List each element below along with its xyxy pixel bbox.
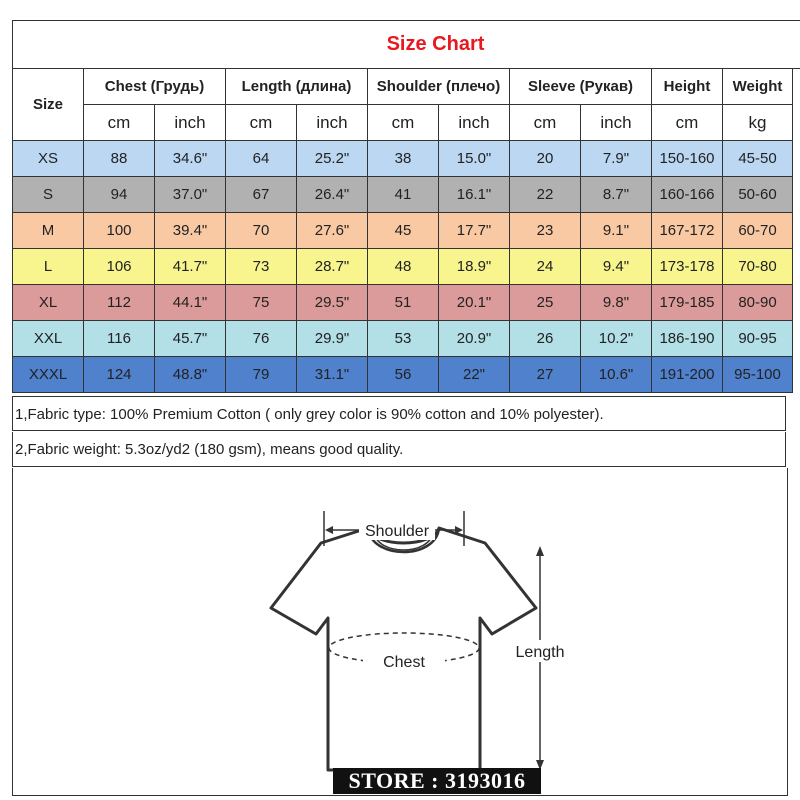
cell-shoulder-in: 20.9": [439, 321, 510, 357]
cell-chest-in: 37.0": [155, 177, 226, 213]
cell-weight: 70-80: [723, 249, 793, 285]
cell-chest-cm: 112: [84, 285, 155, 321]
cell-height: 150-160: [652, 141, 723, 177]
cell-shoulder-cm: 48: [368, 249, 439, 285]
cell-shoulder-cm: 53: [368, 321, 439, 357]
cell-chest-in: 41.7": [155, 249, 226, 285]
unit-shoulder-cm: cm: [368, 105, 439, 141]
cell-shoulder-cm: 56: [368, 357, 439, 393]
tshirt-diagram: [13, 468, 789, 796]
cell-size: XXXL: [13, 357, 84, 393]
cell-chest-in: 48.8": [155, 357, 226, 393]
cell-weight: 50-60: [723, 177, 793, 213]
unit-length-inch: inch: [297, 105, 368, 141]
cell-sleeve-cm: 22: [510, 177, 581, 213]
cell-sleeve-in: 9.1": [581, 213, 652, 249]
cell-shoulder-in: 18.9": [439, 249, 510, 285]
size-chart-table: [12, 20, 800, 393]
cell-sleeve-in: 9.8": [581, 285, 652, 321]
cell-sleeve-in: 8.7": [581, 177, 652, 213]
cell-weight: 90-95: [723, 321, 793, 357]
cell-sleeve-cm: 26: [510, 321, 581, 357]
cell-chest-cm: 100: [84, 213, 155, 249]
cell-length-in: 25.2": [297, 141, 368, 177]
table-row: [13, 141, 800, 177]
cell-shoulder-cm: 45: [368, 213, 439, 249]
unit-height-cm: cm: [652, 105, 723, 141]
cell-chest-in: 44.1": [155, 285, 226, 321]
cell-shoulder-cm: 38: [368, 141, 439, 177]
unit-row: [13, 105, 800, 141]
chart-title: Size Chart: [13, 21, 800, 69]
table-row: [13, 321, 800, 357]
cell-height: 160-166: [652, 177, 723, 213]
chest-label: Chest: [383, 654, 425, 671]
store-banner: STORE : 3193016: [333, 768, 541, 794]
cell-chest-in: 34.6": [155, 141, 226, 177]
cell-sleeve-cm: 27: [510, 357, 581, 393]
cell-height: 167-172: [652, 213, 723, 249]
cell-length-in: 26.4": [297, 177, 368, 213]
cell-sleeve-in: 9.4": [581, 249, 652, 285]
unit-chest-cm: cm: [84, 105, 155, 141]
cell-sleeve-cm: 20: [510, 141, 581, 177]
shoulder-arrow-right: [455, 526, 463, 534]
table-row: [13, 249, 800, 285]
cell-shoulder-in: 15.0": [439, 141, 510, 177]
cell-height: 173-178: [652, 249, 723, 285]
measurement-diagram: [12, 468, 788, 796]
fabric-type-note: 1,Fabric type: 100% Premium Cotton ( only grey color is 90% cotton and 10% polyester).: [12, 396, 786, 431]
height-header: Height: [652, 69, 723, 105]
cell-sleeve-in: 7.9": [581, 141, 652, 177]
table-row: [13, 357, 800, 393]
cell-length-cm: 76: [226, 321, 297, 357]
cell-length-cm: 73: [226, 249, 297, 285]
cell-size: M: [13, 213, 84, 249]
cell-length-in: 28.7": [297, 249, 368, 285]
cell-length-cm: 75: [226, 285, 297, 321]
cell-length-in: 27.6": [297, 213, 368, 249]
unit-chest-inch: inch: [155, 105, 226, 141]
cell-chest-cm: 106: [84, 249, 155, 285]
cell-shoulder-in: 17.7": [439, 213, 510, 249]
cell-chest-cm: 116: [84, 321, 155, 357]
shoulder-header: Shoulder (плечо): [368, 69, 510, 105]
cell-shoulder-in: 16.1": [439, 177, 510, 213]
weight-header: Weight: [723, 69, 793, 105]
fabric-weight-note: 2,Fabric weight: 5.3oz/yd2 (180 gsm), means good quality.: [12, 432, 786, 467]
cell-chest-cm: 124: [84, 357, 155, 393]
unit-sleeve-cm: cm: [510, 105, 581, 141]
table-row: [13, 213, 800, 249]
unit-shoulder-inch: inch: [439, 105, 510, 141]
cell-shoulder-in: 22": [439, 357, 510, 393]
unit-sleeve-inch: inch: [581, 105, 652, 141]
cell-height: 191-200: [652, 357, 723, 393]
cell-weight: 45-50: [723, 141, 793, 177]
cell-size: L: [13, 249, 84, 285]
cell-height: 179-185: [652, 285, 723, 321]
sleeve-header: Sleeve (Рукав): [510, 69, 652, 105]
cell-length-cm: 79: [226, 357, 297, 393]
cell-chest-cm: 94: [84, 177, 155, 213]
cell-shoulder-in: 20.1": [439, 285, 510, 321]
chest-header: Chest (Грудь): [84, 69, 226, 105]
shoulder-arrow-left: [325, 526, 333, 534]
length-label: Length: [515, 644, 565, 661]
cell-weight: 80-90: [723, 285, 793, 321]
size-rows: [13, 141, 800, 393]
cell-chest-cm: 88: [84, 141, 155, 177]
cell-size: S: [13, 177, 84, 213]
cell-shoulder-cm: 41: [368, 177, 439, 213]
cell-shoulder-cm: 51: [368, 285, 439, 321]
table-row: [13, 285, 800, 321]
cell-weight: 60-70: [723, 213, 793, 249]
cell-size: XL: [13, 285, 84, 321]
cell-sleeve-in: 10.2": [581, 321, 652, 357]
unit-weight-kg: kg: [723, 105, 793, 141]
cell-sleeve-cm: 23: [510, 213, 581, 249]
cell-size: XXL: [13, 321, 84, 357]
cell-size: XS: [13, 141, 84, 177]
tshirt-outline: [271, 528, 536, 770]
table-row: [13, 177, 800, 213]
cell-length-in: 29.9": [297, 321, 368, 357]
cell-length-in: 29.5": [297, 285, 368, 321]
cell-chest-in: 45.7": [155, 321, 226, 357]
shoulder-label: Shoulder: [364, 523, 430, 540]
cell-weight: 95-100: [723, 357, 793, 393]
cell-sleeve-cm: 25: [510, 285, 581, 321]
cell-length-cm: 70: [226, 213, 297, 249]
cell-length-in: 31.1": [297, 357, 368, 393]
length-arrow-top: [536, 546, 544, 556]
cell-sleeve-cm: 24: [510, 249, 581, 285]
cell-height: 186-190: [652, 321, 723, 357]
cell-sleeve-in: 10.6": [581, 357, 652, 393]
cell-chest-in: 39.4": [155, 213, 226, 249]
size-chart-frame: [12, 20, 788, 796]
length-header: Length (длина): [226, 69, 368, 105]
size-header: Size: [13, 69, 84, 141]
cell-length-cm: 64: [226, 141, 297, 177]
unit-length-cm: cm: [226, 105, 297, 141]
cell-length-cm: 67: [226, 177, 297, 213]
